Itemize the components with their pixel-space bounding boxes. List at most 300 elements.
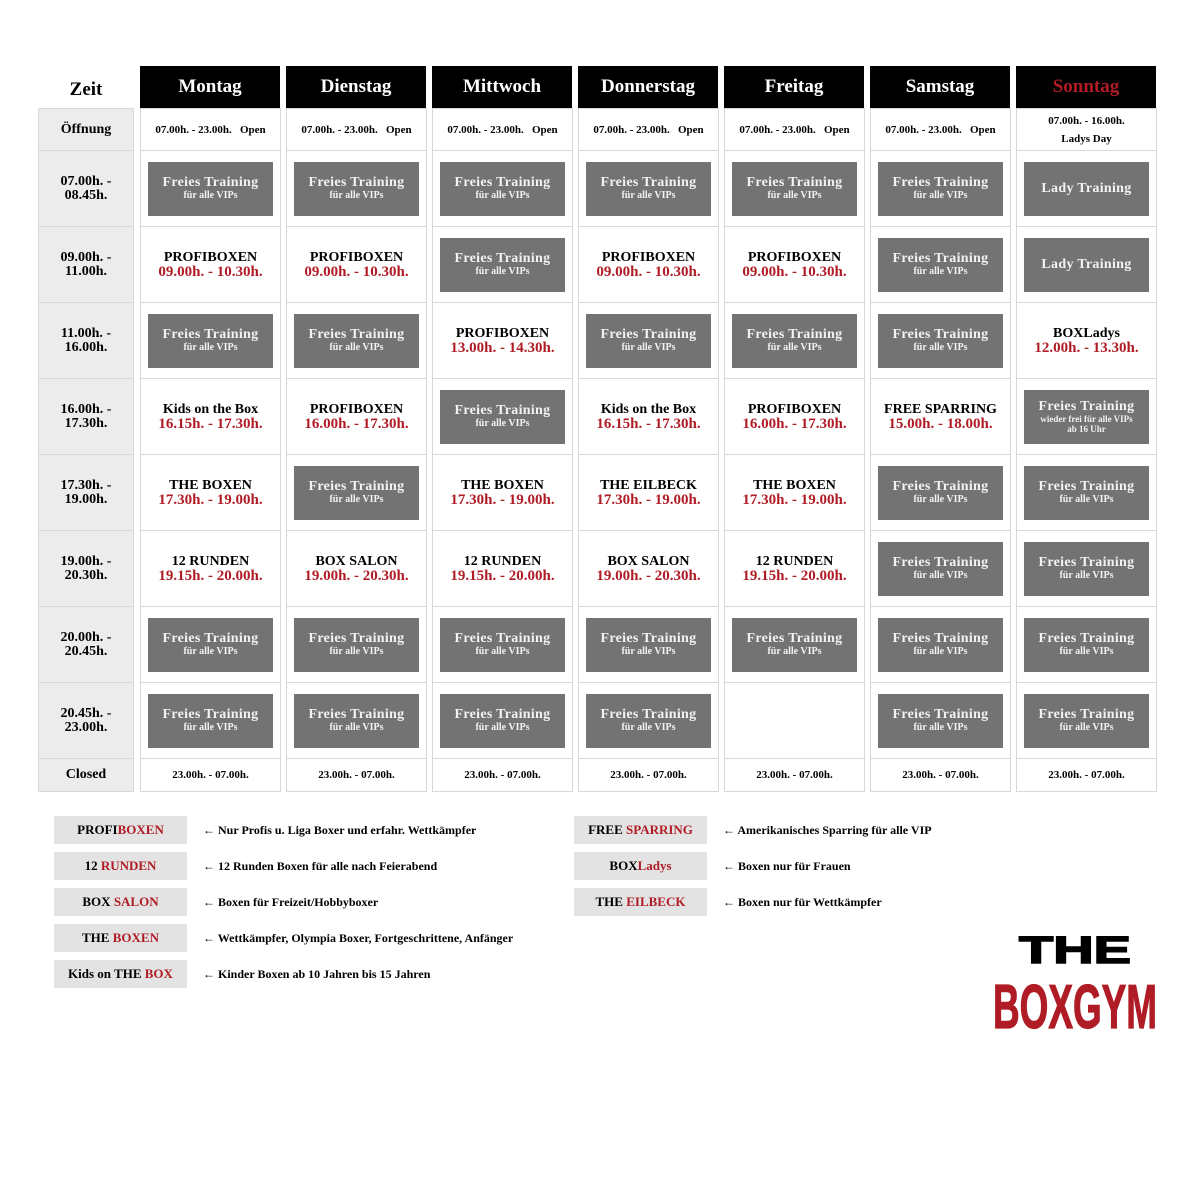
free-training-block — [148, 314, 273, 368]
schedule-cell — [1016, 606, 1157, 683]
schedule-cell — [724, 454, 865, 531]
free-training-block — [586, 314, 711, 368]
free-training-block — [878, 314, 1003, 368]
class-name: BOX SALON — [607, 553, 690, 569]
free-training-title: Freies Training — [600, 327, 697, 342]
free-training-sub: für alle VIPs — [913, 342, 968, 353]
free-training-block — [586, 694, 711, 748]
zeit-header: Zeit — [69, 79, 103, 100]
ladys-day-label: Ladys Day — [1061, 132, 1112, 145]
free-training-block — [732, 162, 857, 216]
schedule-cell — [140, 302, 281, 379]
class-name: PROFIBOXEN — [309, 401, 404, 417]
schedule-cell — [432, 682, 573, 759]
schedule-cell — [140, 454, 281, 531]
row-label-line: 19.00h. — [64, 491, 108, 507]
schedule-cell — [140, 758, 281, 792]
row-label-line: 11.00h. - — [60, 325, 112, 341]
closed-hours: 23.00h. - 07.00h. — [756, 769, 833, 781]
free-training-block — [586, 162, 711, 216]
free-training-sub: für alle VIPs — [621, 646, 676, 657]
free-training-block — [878, 694, 1003, 748]
legend-key-accent: SPARRING — [625, 822, 693, 837]
row-label-line: 08.45h. — [64, 187, 108, 203]
free-training-block — [294, 466, 419, 520]
opening-hours: 07.00h. - 23.00h. Open — [739, 123, 850, 136]
class-name: 12 RUNDEN — [463, 553, 542, 569]
free-training-title: Freies Training — [308, 175, 405, 190]
free-training-sub: ab 16 Uhr — [1067, 424, 1106, 434]
logo-boxgym: BOXGYM — [993, 973, 1157, 1032]
class-name: BOXLadys — [1053, 325, 1120, 341]
legend-description: ← Nur Profis u. Liga Boxer und erfahr. Wettkämpfer — [203, 822, 477, 837]
schedule-cell — [286, 378, 427, 455]
schedule-cell — [432, 530, 573, 607]
legend-key-part: PROFI — [77, 822, 118, 837]
class-name: THE BOXEN — [753, 477, 836, 493]
free-training-title: Freies Training — [1038, 399, 1135, 414]
schedule-cell — [724, 108, 865, 151]
legend-key-accent: BOXEN — [112, 930, 159, 945]
free-training-title: Freies Training — [454, 631, 551, 646]
free-training-sub: für alle VIPs — [1059, 570, 1114, 581]
free-training-title: Freies Training — [600, 707, 697, 722]
legend-key-accent: BOX — [144, 966, 173, 981]
legend-key — [54, 888, 187, 916]
schedule-cell — [578, 530, 719, 607]
free-training-sub: für alle VIPs — [183, 190, 238, 201]
schedule-cell — [578, 682, 719, 759]
schedule-cell — [1016, 530, 1157, 607]
schedule-cell — [724, 682, 865, 759]
closed-hours: 23.00h. - 07.00h. — [610, 769, 687, 781]
free-training-block — [294, 314, 419, 368]
free-training-block — [878, 618, 1003, 672]
class-name: THE BOXEN — [169, 477, 252, 493]
schedule-cell — [432, 454, 573, 531]
schedule-cell — [140, 682, 281, 759]
free-training-sub: für alle VIPs — [475, 266, 530, 277]
row-label-line: Closed — [65, 767, 107, 782]
class-time: 16.00h. - 17.30h. — [304, 415, 409, 432]
free-training-block — [1024, 542, 1149, 596]
row-label — [38, 530, 134, 607]
closed-hours: 23.00h. - 07.00h. — [318, 769, 395, 781]
legend-key-accent: SALON — [113, 894, 159, 909]
opening-hours: 07.00h. - 23.00h. Open — [155, 123, 266, 136]
free-training-title: Freies Training — [162, 175, 259, 190]
free-training-sub: für alle VIPs — [913, 722, 968, 733]
day-header: Montag — [140, 66, 280, 108]
class-name: THE BOXEN — [461, 477, 544, 493]
free-training-sub: für alle VIPs — [183, 342, 238, 353]
legend-description: ← Boxen für Freizeit/Hobbyboxer — [203, 894, 379, 909]
free-training-block — [148, 694, 273, 748]
schedule-cell — [578, 758, 719, 792]
schedule-cell — [140, 108, 281, 151]
row-label-line: 17.30h. - — [60, 477, 112, 493]
free-training-title: Freies Training — [1038, 479, 1135, 494]
free-training-block — [440, 162, 565, 216]
boxgym-logo — [992, 930, 1158, 1032]
class-name: PROFIBOXEN — [747, 249, 842, 265]
free-training-sub: für alle VIPs — [621, 190, 676, 201]
free-training-sub: für alle VIPs — [913, 190, 968, 201]
schedule-cell — [870, 226, 1011, 303]
schedule-cell — [1016, 454, 1157, 531]
schedule-cell — [578, 378, 719, 455]
schedule-cell — [286, 606, 427, 683]
class-name: 12 RUNDEN — [755, 553, 834, 569]
row-label — [38, 454, 134, 531]
free-training-sub: für alle VIPs — [475, 722, 530, 733]
class-time: 12.00h. - 13.30h. — [1034, 339, 1139, 356]
opening-hours: 07.00h. - 16.00h. — [1048, 114, 1125, 127]
free-training-sub: für alle VIPs — [475, 190, 530, 201]
free-training-title: Freies Training — [454, 707, 551, 722]
class-name: FREE SPARRING — [884, 401, 997, 417]
class-name: PROFIBOXEN — [455, 325, 550, 341]
schedule-cell — [1016, 758, 1157, 792]
free-training-block — [878, 542, 1003, 596]
free-training-sub: für alle VIPs — [329, 342, 384, 353]
legend-key — [54, 960, 187, 988]
legend-key-part: THE — [82, 930, 113, 945]
free-training-sub: für alle VIPs — [767, 646, 822, 657]
schedule-cell — [724, 150, 865, 227]
free-training-title: Freies Training — [746, 631, 843, 646]
class-time: 15.00h. - 18.00h. — [888, 415, 993, 432]
schedule-cell — [870, 758, 1011, 792]
class-time: 19.15h. - 20.00h. — [450, 567, 555, 584]
schedule-cell — [140, 530, 281, 607]
class-time: 09.00h. - 10.30h. — [158, 263, 263, 280]
free-training-title: Freies Training — [454, 175, 551, 190]
class-time: 19.00h. - 20.30h. — [596, 567, 701, 584]
free-training-title: Freies Training — [1038, 631, 1135, 646]
class-time: 09.00h. - 10.30h. — [304, 263, 409, 280]
schedule-cell — [286, 454, 427, 531]
row-label — [38, 302, 134, 379]
free-training-title: Freies Training — [308, 479, 405, 494]
class-time: 16.15h. - 17.30h. — [158, 415, 263, 432]
free-training-block — [294, 618, 419, 672]
day-header: Donnerstag — [578, 66, 718, 108]
row-label-line: 07.00h. - — [60, 173, 112, 189]
schedule-cell — [1016, 226, 1157, 303]
legend-key — [54, 852, 187, 880]
class-name: PROFIBOXEN — [309, 249, 404, 265]
legend-key-part: FREE — [588, 822, 626, 837]
legend-key-part: 12 — [84, 858, 101, 873]
class-name: PROFIBOXEN — [747, 401, 842, 417]
legend-key-part: BOX — [609, 858, 638, 873]
row-label-line: 20.45h. — [64, 643, 108, 659]
schedule-cell — [870, 530, 1011, 607]
class-time: 16.15h. - 17.30h. — [596, 415, 701, 432]
schedule-cell — [140, 378, 281, 455]
class-name: 12 RUNDEN — [171, 553, 250, 569]
schedule-cell — [870, 302, 1011, 379]
free-training-sub: für alle VIPs — [183, 646, 238, 657]
free-training-title: Freies Training — [746, 327, 843, 342]
free-training-sub: für alle VIPs — [183, 722, 238, 733]
free-training-title: Freies Training — [892, 327, 989, 342]
free-training-title: Freies Training — [162, 327, 259, 342]
closed-hours: 23.00h. - 07.00h. — [902, 769, 979, 781]
free-training-sub: für alle VIPs — [1059, 722, 1114, 733]
schedule-cell — [870, 606, 1011, 683]
legend-key — [54, 924, 187, 952]
closed-hours: 23.00h. - 07.00h. — [1048, 769, 1125, 781]
legend-description: ← Wettkämpfer, Olympia Boxer, Fortgeschrittene, Anfänger — [203, 930, 514, 945]
class-time: 17.30h. - 19.00h. — [450, 491, 555, 508]
free-training-sub: für alle VIPs — [475, 418, 530, 429]
free-training-title: Freies Training — [308, 707, 405, 722]
schedule-cell — [870, 682, 1011, 759]
row-label-line: 23.00h. — [64, 719, 108, 735]
free-training-block — [1024, 694, 1149, 748]
opening-hours: 07.00h. - 23.00h. Open — [885, 123, 996, 136]
legend-description: ← Boxen nur für Wettkämpfer — [723, 894, 882, 909]
free-training-sub: für alle VIPs — [913, 646, 968, 657]
lady-training-block — [1024, 162, 1149, 216]
free-training-sub: für alle VIPs — [621, 722, 676, 733]
legend-key-part: THE — [595, 894, 627, 909]
free-training-title: Freies Training — [746, 175, 843, 190]
free-training-title: Freies Training — [892, 479, 989, 494]
free-training-title: Freies Training — [892, 555, 989, 570]
legend-key-accent: BOXEN — [117, 822, 164, 837]
class-time: 13.00h. - 14.30h. — [450, 339, 555, 356]
free-training-block — [1024, 466, 1149, 520]
class-time: 16.00h. - 17.30h. — [742, 415, 847, 432]
free-training-sub: für alle VIPs — [913, 494, 968, 505]
schedule-cell — [724, 758, 865, 792]
schedule-cell — [286, 226, 427, 303]
free-training-sub: für alle VIPs — [913, 570, 968, 581]
class-time: 09.00h. - 10.30h. — [742, 263, 847, 280]
class-name: PROFIBOXEN — [601, 249, 696, 265]
class-time: 19.15h. - 20.00h. — [158, 567, 263, 584]
schedule-cell — [432, 108, 573, 151]
opening-hours: 07.00h. - 23.00h. Open — [301, 123, 412, 136]
day-header: Dienstag — [286, 66, 426, 108]
opening-hours: 07.00h. - 23.00h. Open — [593, 123, 704, 136]
free-training-block — [1024, 390, 1149, 444]
row-label-line: 16.00h. — [64, 339, 108, 355]
schedule-cell — [432, 150, 573, 227]
row-label-line: 17.30h. — [64, 415, 108, 431]
legend-description: ← Amerikanisches Sparring für alle VIP — [723, 822, 932, 837]
free-training-block — [878, 466, 1003, 520]
row-label-line: 11.00h. — [64, 263, 107, 279]
schedule-cell — [724, 226, 865, 303]
schedule-cell — [578, 108, 719, 151]
free-training-sub: für alle VIPs — [767, 342, 822, 353]
free-training-sub: für alle VIPs — [1059, 494, 1114, 505]
row-label — [38, 606, 134, 683]
free-training-title: Freies Training — [308, 327, 405, 342]
class-name: PROFIBOXEN — [163, 249, 258, 265]
row-label — [38, 108, 134, 151]
class-time: 17.30h. - 19.00h. — [596, 491, 701, 508]
schedule-cell — [578, 226, 719, 303]
free-training-block — [732, 314, 857, 368]
lady-training-title: Lady Training — [1041, 257, 1132, 272]
legend-key-part: BOX — [82, 894, 114, 909]
row-label — [38, 150, 134, 227]
day-header: Mittwoch — [432, 66, 572, 108]
free-training-block — [440, 694, 565, 748]
free-training-block — [732, 618, 857, 672]
schedule-cell — [724, 302, 865, 379]
day-header: Samstag — [870, 66, 1010, 108]
schedule-cell — [140, 606, 281, 683]
free-training-title: Freies Training — [454, 403, 551, 418]
closed-hours: 23.00h. - 07.00h. — [464, 769, 541, 781]
class-time: 19.15h. - 20.00h. — [742, 567, 847, 584]
legend-description: ← Kinder Boxen ab 10 Jahren bis 15 Jahren — [203, 966, 431, 981]
row-label — [38, 378, 134, 455]
schedule-cell — [870, 454, 1011, 531]
schedule-cell — [286, 682, 427, 759]
free-training-sub: für alle VIPs — [329, 494, 384, 505]
schedule-cell — [870, 378, 1011, 455]
free-training-title: Freies Training — [162, 707, 259, 722]
free-training-block — [294, 694, 419, 748]
schedule-cell — [286, 758, 427, 792]
free-training-title: Freies Training — [308, 631, 405, 646]
free-training-sub: wieder frei für alle VIPs — [1040, 414, 1133, 424]
free-training-sub: für alle VIPs — [329, 190, 384, 201]
free-training-block — [1024, 618, 1149, 672]
class-name: BOX SALON — [315, 553, 398, 569]
schedule-cell — [724, 606, 865, 683]
schedule-cell — [578, 454, 719, 531]
free-training-title: Freies Training — [892, 707, 989, 722]
row-label — [38, 682, 134, 759]
row-label-line: 09.00h. - — [60, 249, 112, 265]
class-time: 19.00h. - 20.30h. — [304, 567, 409, 584]
opening-hours: 07.00h. - 23.00h. Open — [447, 123, 558, 136]
free-training-title: Freies Training — [892, 251, 989, 266]
free-training-title: Freies Training — [1038, 707, 1135, 722]
free-training-block — [440, 238, 565, 292]
free-training-title: Freies Training — [892, 631, 989, 646]
schedule-cell — [286, 150, 427, 227]
free-training-block — [586, 618, 711, 672]
schedule-cell — [432, 758, 573, 792]
free-training-block — [294, 162, 419, 216]
legend-key — [574, 888, 707, 916]
free-training-block — [148, 162, 273, 216]
schedule-cell — [286, 108, 427, 151]
free-training-title: Freies Training — [600, 175, 697, 190]
row-label-line: 16.00h. - — [60, 401, 112, 417]
row-label-line: 20.30h. — [64, 567, 108, 583]
class-name: Kids on the Box — [600, 401, 697, 417]
lady-training-block — [1024, 238, 1149, 292]
row-label — [38, 226, 134, 303]
schedule-cell — [286, 302, 427, 379]
lady-training-title: Lady Training — [1041, 181, 1132, 196]
class-time: 17.30h. - 19.00h. — [158, 491, 263, 508]
class-time: 09.00h. - 10.30h. — [596, 263, 701, 280]
free-training-sub: für alle VIPs — [329, 722, 384, 733]
row-label-line: 20.45h. - — [60, 705, 112, 721]
free-training-sub: für alle VIPs — [621, 342, 676, 353]
legend-key-accent: EILBECK — [626, 894, 686, 909]
schedule-cell — [870, 150, 1011, 227]
free-training-block — [878, 238, 1003, 292]
day-header: Sonntag — [1016, 66, 1156, 108]
legend-description: ← Boxen nur für Frauen — [723, 858, 851, 873]
schedule-cell — [578, 302, 719, 379]
row-label — [38, 758, 134, 792]
schedule-cell — [140, 226, 281, 303]
row-label-line: 20.00h. - — [60, 629, 112, 645]
row-label-line: Öffnung — [60, 121, 112, 137]
legend-key — [54, 816, 187, 844]
legend-key-accent: RUNDEN — [100, 858, 157, 873]
legend-key-part: Kids on THE — [68, 966, 145, 981]
free-training-sub: für alle VIPs — [767, 190, 822, 201]
schedule-cell — [578, 150, 719, 227]
free-training-block — [148, 618, 273, 672]
schedule-cell — [870, 108, 1011, 151]
class-name: Kids on the Box — [162, 401, 259, 417]
schedule-cell — [286, 530, 427, 607]
schedule-cell — [578, 606, 719, 683]
schedule-cell — [724, 378, 865, 455]
legend-key — [574, 852, 707, 880]
schedule-cell — [1016, 378, 1157, 455]
logo-the: THE — [1019, 930, 1131, 972]
free-training-sub: für alle VIPs — [329, 646, 384, 657]
free-training-title: Freies Training — [454, 251, 551, 266]
schedule-cell — [1016, 150, 1157, 227]
schedule-cell — [1016, 108, 1157, 151]
schedule-cell — [432, 378, 573, 455]
class-name: THE EILBECK — [600, 477, 697, 493]
legend-key-accent: Ladys — [637, 858, 672, 873]
free-training-block — [878, 162, 1003, 216]
schedule-cell — [432, 606, 573, 683]
free-training-title: Freies Training — [600, 631, 697, 646]
free-training-sub: für alle VIPs — [1059, 646, 1114, 657]
schedule-cell — [1016, 682, 1157, 759]
free-training-sub: für alle VIPs — [475, 646, 530, 657]
free-training-block — [440, 390, 565, 444]
free-training-title: Freies Training — [892, 175, 989, 190]
schedule-cell — [724, 530, 865, 607]
legend-key — [574, 816, 707, 844]
schedule-cell — [140, 150, 281, 227]
schedule-cell — [432, 302, 573, 379]
legend-description: ← 12 Runden Boxen für alle nach Feierabend — [203, 858, 438, 873]
free-training-title: Freies Training — [1038, 555, 1135, 570]
closed-hours: 23.00h. - 07.00h. — [172, 769, 249, 781]
row-label-line: 19.00h. - — [60, 553, 112, 569]
free-training-title: Freies Training — [162, 631, 259, 646]
free-training-sub: für alle VIPs — [913, 266, 968, 277]
free-training-block — [440, 618, 565, 672]
class-time: 17.30h. - 19.00h. — [742, 491, 847, 508]
schedule-cell — [432, 226, 573, 303]
day-header: Freitag — [724, 66, 864, 108]
schedule-cell — [1016, 302, 1157, 379]
